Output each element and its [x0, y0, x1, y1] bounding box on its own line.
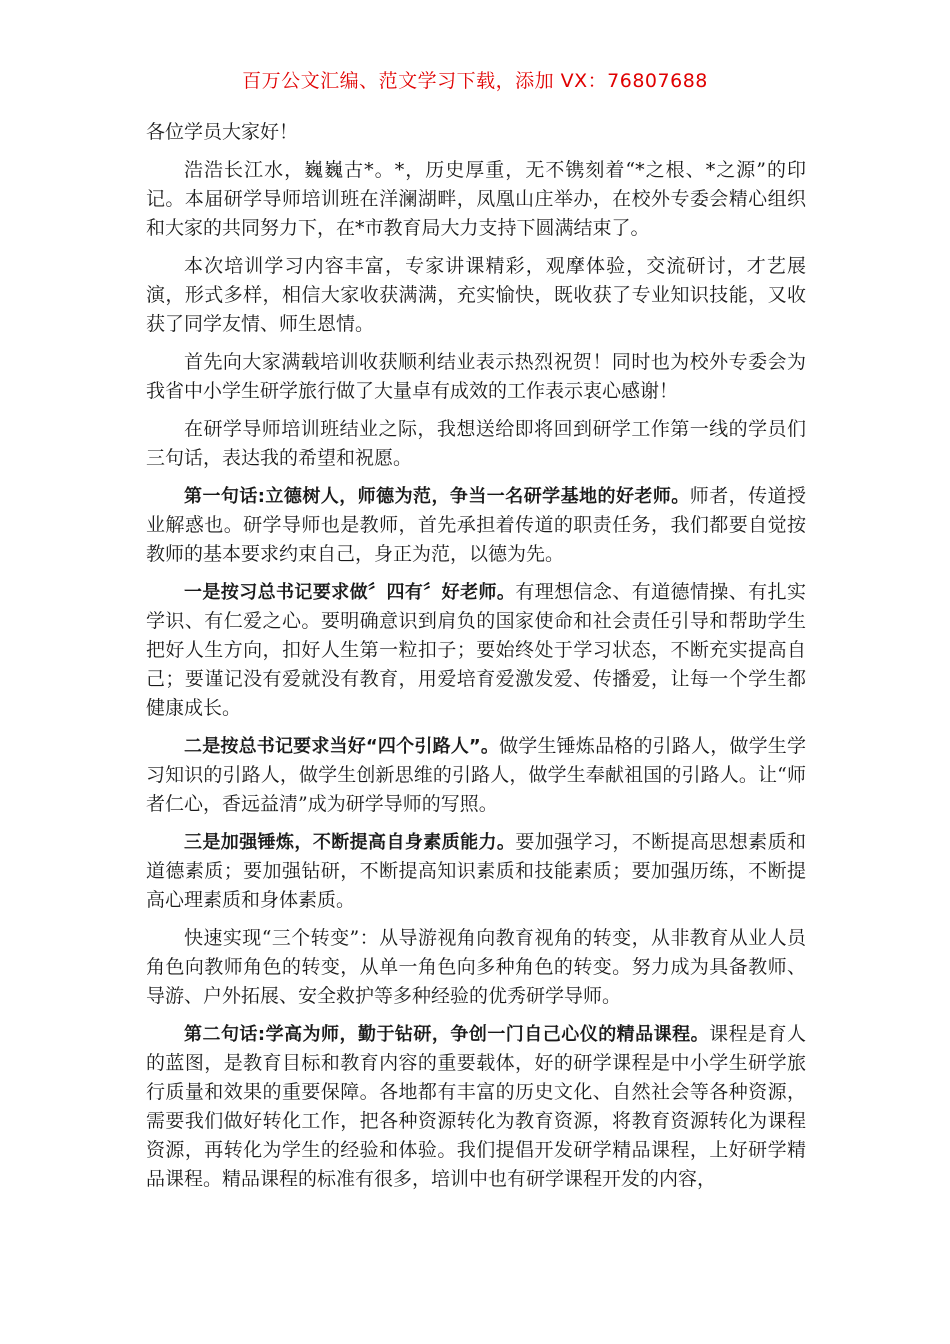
- paragraph-9: [146, 924, 806, 1011]
- paragraph-3: [146, 348, 806, 406]
- paragraph-7: [146, 732, 806, 819]
- paragraph-lead: 第一句话:立德树人，师德为范，争当一名研学基地的好老师。: [184, 486, 690, 507]
- paragraph-text: 在研学导师培训班结业之际，我想送给即将回到研学工作第一线的学员们三句话，表达我的希望和祝愿。: [146, 418, 806, 469]
- paragraph-text: 要加强学习，不断提高思想素质和道德素质；要加强钻研，不断提高知识素质和技能素质；要加强历练，不断提高心理素质和身体素质。: [146, 831, 806, 911]
- watermark-header: 百万公文汇编、范文学习下载，添加 VX：76807688: [242, 70, 708, 92]
- paragraph-text: 师者，传道授业解惑也。研学导师也是教师，首先承担着传道的职责任务，我们都要自觉按教师的基本要求约束自己，身正为范，以德为先。: [146, 485, 806, 565]
- paragraph-lead: 三是加强锤炼，不断提高自身素质能力。: [184, 832, 516, 853]
- paragraph-6: [146, 578, 806, 723]
- paragraph-2: [146, 252, 806, 339]
- paragraph-5: [146, 482, 806, 569]
- paragraph-text: 有理想信念、有道德情操、有扎实学识、有仁爱之心。要明确意识到肩负的国家使命和社会责任引导和帮助学生把好人生方向，扣好人生第一粒扣子；要始终处于学习状态，不断充实提高自己；要谨记没有爱就没有教育，用爱培育爱激发爱、传播爱，让每一个学生都健康成长。: [146, 581, 806, 719]
- paragraph-text: 本次培训学习内容丰富，专家讲课精彩，观摩体验，交流研讨，才艺展演，形式多样，相信大家收获满满，充实愉快，既收获了专业知识技能，又收获了同学友情、师生恩情。: [146, 255, 806, 335]
- paragraph-lead: 二是按总书记要求当好“四个引路人”。: [184, 736, 500, 757]
- paragraph-text: 课程是育人的蓝图，是教育目标和教育内容的重要载体，好的研学课程是中小学生研学旅行质量和效果的重要保障。各地都有丰富的历史文化、自然社会等各种资源，需要我们做好转化工作，把各种资源转化为教育资源，将教育资源转化为课程资源，再转化为学生的经验和体验。我们提倡开发研学精品课程，上好研学精品课程。精品课程的标准有很多，培训中也有研学课程开发的内容，: [146, 1023, 806, 1190]
- paragraph-text: 首先向大家满载培训收获顺利结业表示热烈祝贺！同时也为校外专委会为我省中小学生研学旅行做了大量卓有成效的工作表示衷心感谢！: [146, 351, 806, 402]
- greeting: 各位学员大家好！: [146, 121, 299, 143]
- paragraph-text: 浩浩长江水，巍巍古*。*，历史厚重，无不镌刻着“*之根、*之源”的印记。本届研学导师培训班在洋澜湖畔，凤凰山庄举办，在校外专委会精心组织和大家的共同努力下，在*市教育局大力支持下圆满结束了。: [146, 159, 806, 239]
- paragraph-8: [146, 828, 806, 915]
- paragraph-text: 做学生锤炼品格的引路人，做学生学习知识的引路人，做学生创新思维的引路人，做学生奉献祖国的引路人。让“师者仁心，香远益清”成为研学导师的写照。: [146, 735, 806, 815]
- paragraph-lead: 第二句话:学高为师，勤于钻研，争创一门自己心仪的精品课程。: [184, 1024, 710, 1045]
- paragraph-lead: 一是按习总书记要求做〞四有〞好老师。: [184, 582, 516, 603]
- paragraph-10: [146, 1020, 806, 1194]
- paragraph-4: [146, 415, 806, 473]
- document-body: [146, 118, 806, 1203]
- paragraph-1: [146, 156, 806, 243]
- paragraph-text: 快速实现“三个转变”：从导游视角向教育视角的转变，从非教育从业人员角色向教师角色的转变，从单一角色向多种角色的转变。努力成为具备教师、导游、户外拓展、安全救护等多种经验的优秀研学导师。: [146, 927, 806, 1007]
